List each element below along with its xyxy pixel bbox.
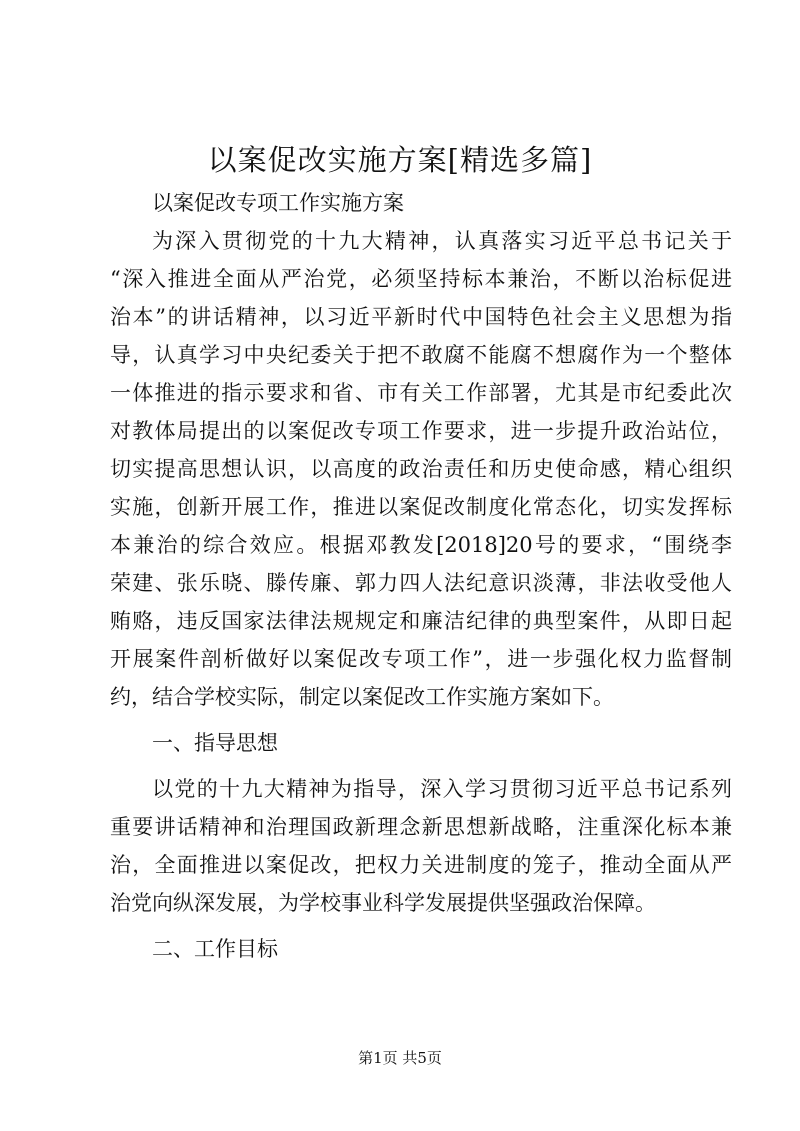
section-heading-2: 二、工作目标 [152,937,278,961]
paragraph-line: 以党的十九大精神为指导，深入学习贯彻习近平总书记系列 [152,777,732,801]
paragraph-line: 切实提高思想认识，以高度的政治责任和历史使命感，精心组织 [110,457,732,481]
paragraph-line: 治，全面推进以案促改，把权力关进制度的笼子，推动全面从严 [110,853,732,877]
paragraph-line: 本兼治的综合效应。根据邓教发[2018]20号的要求，“围绕李 [110,533,732,557]
paragraph-2 [110,770,732,922]
paragraph-line: 为深入贯彻党的十九大精神，认真落实习近平总书记关于 [152,229,732,253]
subtitle: 以案促改专项工作实施方案 [152,191,404,215]
paragraph-line: 治本”的讲话精神，以习近平新时代中国特色社会主义思想为指 [110,305,732,329]
paragraph-line: 开展案件剖析做好以案促改专项工作”，进一步强化权力监督制 [110,647,732,671]
document-body [110,184,732,968]
paragraph-line: 一体推进的指示要求和省、市有关工作部署，尤其是市纪委此次 [110,381,732,405]
paragraph-line: 导，认真学习中央纪委关于把不敢腐不能腐不想腐作为一个整体 [110,343,732,367]
paragraph-line: 实施，创新开展工作，推进以案促改制度化常态化，切实发挥标 [110,495,732,519]
paragraph-line: 贿赂，违反国家法律法规规定和廉洁纪律的典型案件，从即日起 [110,609,732,633]
section-heading-1: 一、指导思想 [152,731,278,755]
page-number-footer: 第1页 共5页 [358,1049,442,1067]
paragraph-line: 荣建、张乐晓、滕传廉、郭力四人法纪意识淡薄，非法收受他人 [110,571,732,595]
paragraph-line: 约，结合学校实际，制定以案促改工作实施方案如下。 [110,685,614,709]
document-title: 以案促改实施方案[精选多篇] [207,143,593,177]
paragraph-line: “深入推进全面从严治党，必须坚持标本兼治，不断以治标促进 [110,267,732,291]
paragraph-line: 治党向纵深发展，为学校事业科学发展提供坚强政治保障。 [110,891,656,915]
paragraph-line: 重要讲话精神和治理国政新理念新思想新战略，注重深化标本兼 [110,815,732,839]
paragraph-line: 对教体局提出的以案促改专项工作要求，进一步提升政治站位， [110,419,732,443]
paragraph-1 [110,222,732,716]
